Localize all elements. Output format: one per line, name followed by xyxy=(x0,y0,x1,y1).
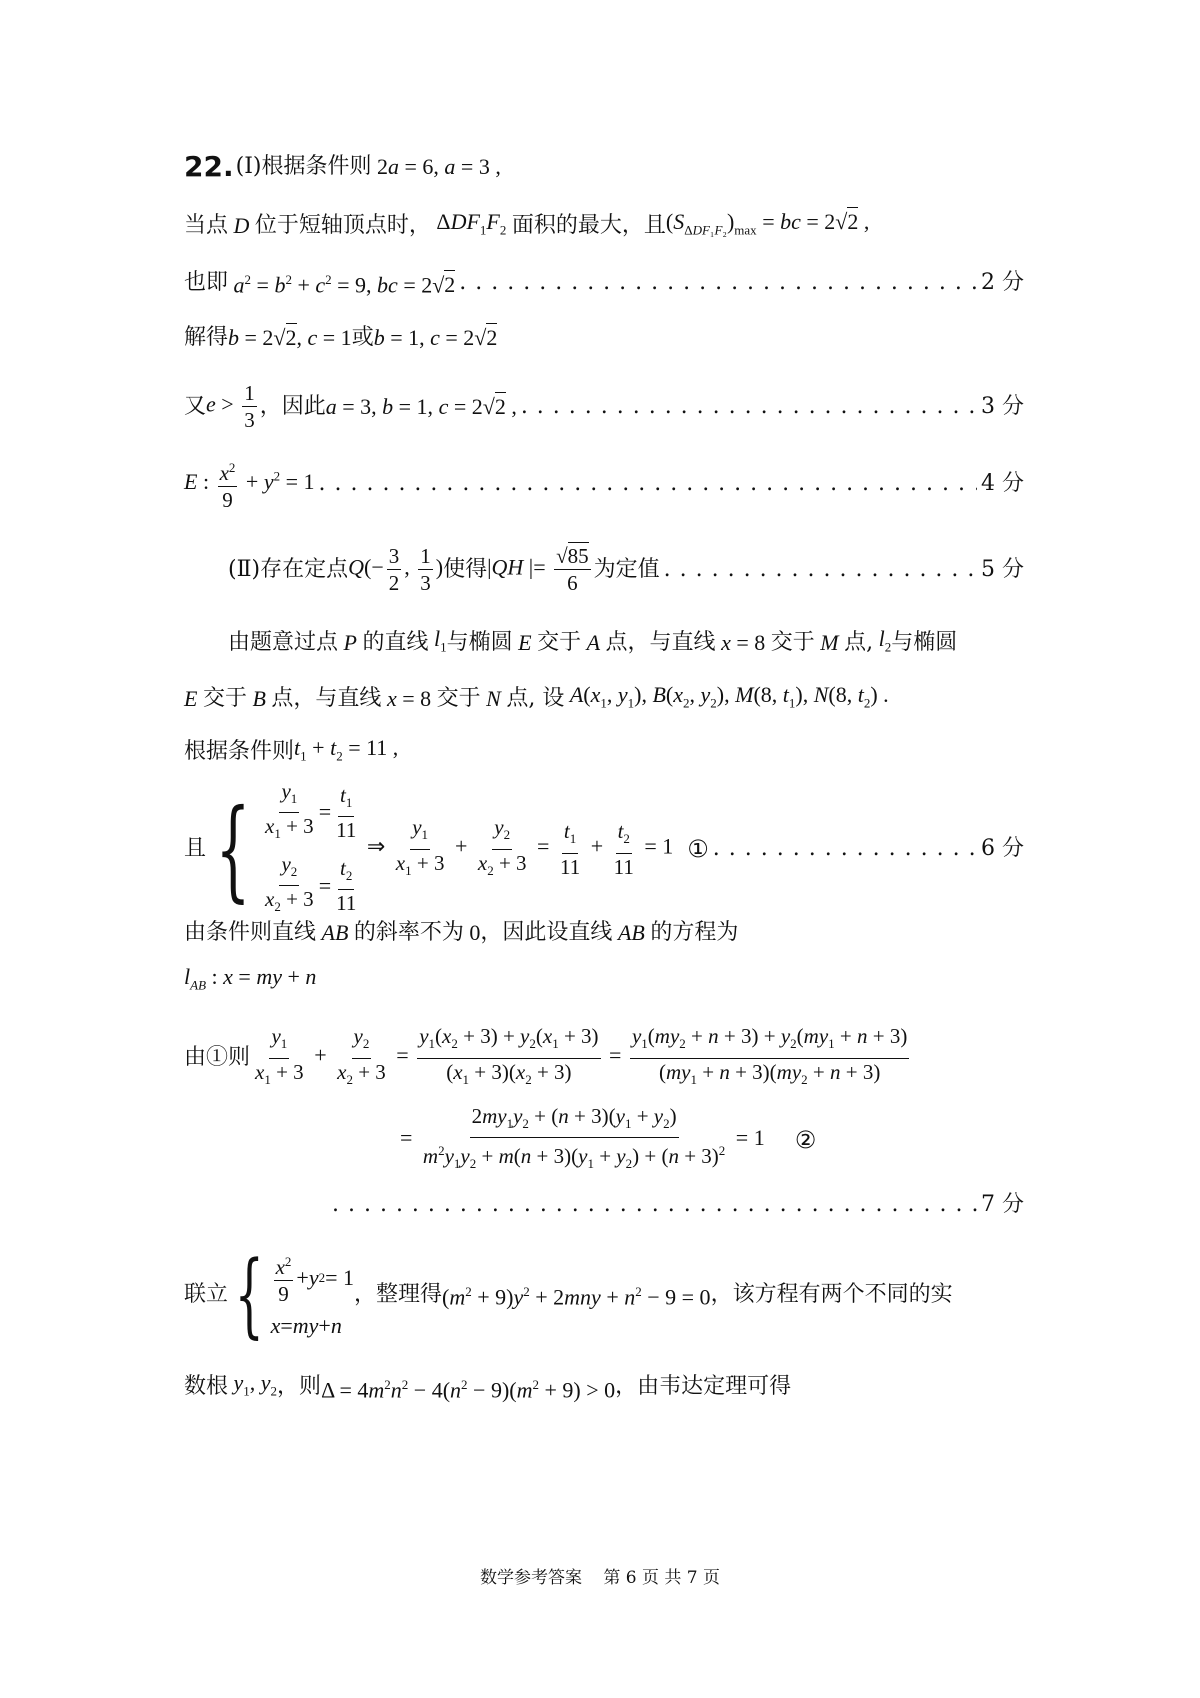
text: 的方程为 xyxy=(650,920,739,945)
formula: |QH |= $\frac{√85}{6}$ xyxy=(487,544,589,595)
text: 点，与直线 xyxy=(271,686,382,712)
line-16 xyxy=(328,1190,1024,1220)
formula: $l_1$ xyxy=(433,626,447,655)
footer-subject: 数学参考答案 xyxy=(479,1568,582,1588)
text: 又 xyxy=(184,393,207,419)
text: 解得 xyxy=(184,325,229,350)
text: ，整理得 xyxy=(354,1282,443,1307)
question-number: 22. xyxy=(184,150,234,183)
formula: E xyxy=(184,686,198,712)
formula: Q(− $\frac{3}{2}$ , $\frac{1}{3}$ ) xyxy=(348,544,444,595)
formula: $l_2$ xyxy=(878,626,892,655)
text: 的直线 xyxy=(362,630,429,656)
formula: A xyxy=(586,630,601,656)
formula: $\Delta = 4m^2n^2 - 4(n^2 - 9)(m^2 + 9) > 0$ xyxy=(321,1376,616,1402)
line-6 xyxy=(184,455,1024,513)
text: 位于短轴顶点时， xyxy=(254,213,431,239)
line-17 xyxy=(184,1241,1024,1348)
formula: 0 xyxy=(463,920,481,945)
line-2 xyxy=(184,207,1024,245)
text: 交于 xyxy=(202,686,247,712)
formula: b = 1, c = 2√2 xyxy=(373,325,498,350)
line-15 xyxy=(400,1103,840,1172)
score: 4 分 xyxy=(981,471,1024,496)
text: 使得 xyxy=(443,556,488,582)
line-3 xyxy=(184,265,1024,300)
text: 点，与直线 xyxy=(605,630,716,656)
formula: 2a = 6, a = 3 , xyxy=(371,154,501,179)
left-brace: { xyxy=(215,785,251,913)
formula: a = 3, b = 1, c = 2√2 , xyxy=(325,393,517,419)
part2-label: (Ⅱ) xyxy=(228,556,261,582)
line-4 xyxy=(184,323,1024,353)
formula: x = 8 xyxy=(721,630,771,656)
text: 与椭圆 xyxy=(446,630,513,656)
text: 数根 xyxy=(184,1374,229,1400)
formula: e > $\frac{1}{3}$ xyxy=(206,381,255,432)
text: 交于 xyxy=(770,630,815,656)
system: { $\frac{y_1}{x_1 + 3}$ = $\frac{t_1}{11}$ $\frac{y_2}{x_2 + 3}$ = $\frac{t_2}{11}$ xyxy=(215,778,357,916)
score: 5 分 xyxy=(981,556,1024,582)
dot-leader xyxy=(332,1190,977,1220)
formula: $A(x_1$, $y_1$), $B(x_2$, $y_2$), M(8, $t_1$), N(8, $t_2$) . xyxy=(569,682,889,711)
line-9 xyxy=(184,680,1024,718)
system: { $\frac{x^2}{9}$ + y 2 = 1 x = my + n xyxy=(234,1241,354,1348)
formula: b = 2√2, c = 1 xyxy=(228,325,352,350)
page-footer xyxy=(0,1563,1200,1588)
formula: $t_1 + t_2 = 11$ , xyxy=(294,735,399,764)
text: ，该方程有两个不同的实 xyxy=(710,1282,953,1307)
formula: D xyxy=(233,213,250,239)
formula: x = 8 xyxy=(386,686,437,712)
formula: $\Delta DF_1F_2$ xyxy=(430,209,507,238)
formula: ⇒ $\frac{y_1}{x_1 + 3}$ + $\frac{y_2}{x_2 + 3}$ = $\frac{t_1}{11}$ + $\frac{t_2}{11}$ = 1 xyxy=(361,815,674,879)
text: 的斜率不为 xyxy=(353,920,464,945)
score: 2 分 xyxy=(981,269,1024,295)
line-13 xyxy=(184,962,1024,1000)
part1-label: (Ⅰ) xyxy=(235,154,262,179)
text: ，则 xyxy=(277,1374,322,1400)
formula: $l_{AB}$ : x = my + n xyxy=(184,964,317,993)
formula: $(S_{\Delta DF_1F_2})_{max}$ = bc = 2√2 , xyxy=(665,209,870,238)
line-12 xyxy=(184,918,1024,948)
formula: N xyxy=(486,686,501,712)
text: 或 xyxy=(351,325,374,350)
line-8 xyxy=(228,624,1024,662)
text: 由题意过点 xyxy=(228,630,339,656)
text: 交于 xyxy=(436,686,481,712)
line-18 xyxy=(184,1368,1024,1406)
dot-leader xyxy=(319,469,977,499)
text: 由条件则直线 xyxy=(184,920,317,945)
line-1 xyxy=(184,152,1024,182)
text: 与椭圆 xyxy=(891,630,958,656)
score: 3 分 xyxy=(981,393,1024,419)
formula: $\frac{y_1}{x_1 + 3}$ + $\frac{y_2}{x_2 + 3}$ = $\frac{y_1(x_2 + 3) + y_2(x_1 + 3)}{(x_1 + 3)(x_2 + 3)}$ = $\frac{y_1(my_2 + n + 3) + y_2(my_1 + n + 3)}{(my_1 + n + 3)(my_2 + n + 3)}$ xyxy=(255,1024,908,1087)
marker-1: ① xyxy=(687,835,709,863)
text: 由①则 xyxy=(184,1045,251,1070)
score: 7 分 xyxy=(981,1192,1024,1217)
left-brace: { xyxy=(234,1241,264,1348)
line-10 xyxy=(184,733,1024,771)
line-5 xyxy=(184,380,1024,433)
formula: $a^2 = b^2 + c^2 = 9$, bc = 2√2 xyxy=(233,272,456,298)
score: 6 分 xyxy=(981,836,1024,861)
formula: B xyxy=(252,686,266,712)
dot-leader xyxy=(713,834,977,864)
text: ，由韦达定理可得 xyxy=(615,1374,792,1400)
dot-leader xyxy=(521,392,977,422)
text: 且 xyxy=(184,836,207,861)
formula: M xyxy=(820,630,839,656)
footer-page-info: 第 6 页 共 7 页 xyxy=(603,1568,721,1588)
formula: E : $\frac{x^2}{9}$ + $y^2 = 1$ xyxy=(184,455,315,513)
formula: $y_1$, $y_2$ xyxy=(233,1370,278,1399)
text: 点, 设 xyxy=(506,686,565,712)
line-7 xyxy=(228,543,1024,596)
text: 交于 xyxy=(537,630,582,656)
text: ，因此设直线 xyxy=(480,920,613,945)
formula: P xyxy=(343,630,357,656)
formula: AB xyxy=(617,920,645,945)
text: 联立 xyxy=(184,1282,229,1307)
text: 面积的最大，且 xyxy=(511,213,666,239)
text: 当点 xyxy=(184,213,229,239)
formula: E xyxy=(518,630,532,656)
line1-text: 根据条件则 xyxy=(261,154,372,179)
text: 为定值 xyxy=(593,556,660,582)
text: 点, xyxy=(844,630,874,656)
dot-leader xyxy=(459,268,977,298)
text: 根据条件则 xyxy=(184,739,295,765)
text: 存在定点 xyxy=(260,556,349,582)
line-14 xyxy=(184,1024,1024,1088)
formula: AB xyxy=(321,920,349,945)
dot-leader xyxy=(664,555,977,585)
formula: $(m^2 + 9)y^2 + 2mny + n^2 - 9 = 0$ xyxy=(442,1284,711,1310)
text: 也即 xyxy=(184,269,229,295)
marker-2: ② xyxy=(794,1126,817,1154)
line-11 xyxy=(184,778,1024,916)
formula: = $\frac{2my_1y_2 + (n + 3)(y_1 + y_2)}{m^2y_1y_2 + m(n + 3)(y_1 + y_2) + (n + 3)^2}$ = 1 xyxy=(400,1103,765,1172)
text: ，因此 xyxy=(259,393,326,419)
